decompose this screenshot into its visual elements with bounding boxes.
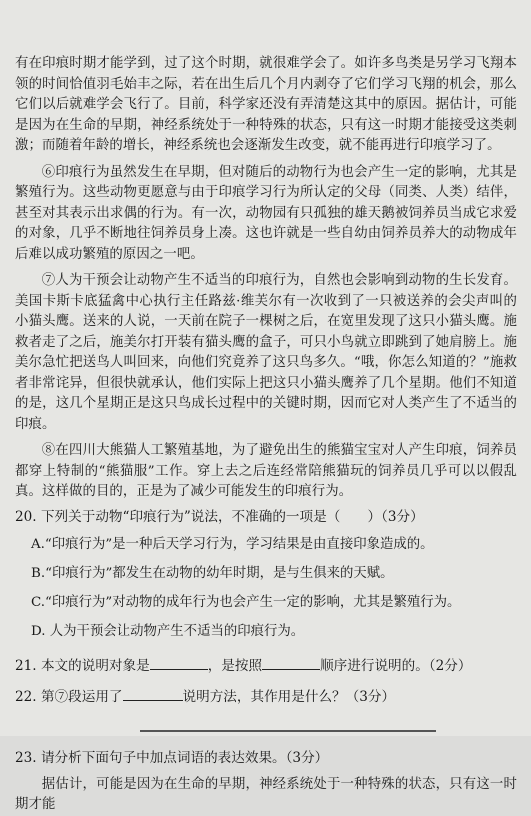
question-21 — [15, 656, 517, 677]
question-20-option-c: C.“印痕行为”对动物的成年行为也会产生一定的影响，尤其是繁殖行为。 — [31, 594, 461, 610]
question-20-stem: 20. 下列关于动物“印痕行为”说法，不准确的一项是（ ）（3分） — [15, 508, 424, 525]
passage-paragraph-continued: 有在印痕时期才能学到，过了这个时期，就很难学会了。如许多鸟类是另学习飞翔本领的时间恰值羽毛始丰之际，若在出生后几个月内剥夺了它们学习飞翔的机会，那么它们以后就难学会飞行了。目前，科学家还没有弄清楚这其中的原因。据估计，可能是因为在生命的早期，神经系统处于一种特殊的状态，只有这一时期才能接受这类刺激；而随着年龄的增长，神经系统也会逐渐发生改变，就不能再进行印痕学习了。 — [15, 56, 517, 153]
question-20-option-d: D. 人为干预会让动物产生不适当的印痕行为。 — [31, 623, 305, 639]
question-22 — [15, 687, 517, 708]
passage-paragraph-7: ⑦人为干预会让动物产生不适当的印痕行为，自然也会影响到动物的生长发育。美国卡斯卡底猛禽中心执行主任路兹·维芙尔有一次收到了一只被送养的会尖声叫的小猫头鹰。送来的人说，一天前在院子一棵树之后，在宽里发现了这只小猫头鹰。施救者走了之后，施美尔打开装有猫头鹰的盒子，可只小鸟就立即跳到了她肩膀上。施美尔急忙把送鸟人叫回来，向他们究竟养了这只鸟多久。“哦，你怎么知道的？”施救者非常诧异，但很快就承认，他们实际上把这只小猫头鹰养了几个星期。他们不知道的是，这几个星期正是这只鸟成长过程中的关键时期，因而它对人类产生了不适当的印痕。 — [15, 273, 517, 432]
answer-blank-22[interactable] — [123, 689, 183, 701]
question-22-part2: 说明方法，其作用是什么？（3分） — [182, 688, 396, 705]
question-23-quote: 据估计，可能是因为在生命的早期，神经系统处于一种特殊的状态，只有这一时期才能 — [15, 776, 517, 812]
passage-paragraph-6: ⑥印痕行为虽然发生在早期，但对随后的动物行为也会产生一定的影响，尤其是繁殖行为。这些动物更愿意与由于印痕学习行为所认定的父母（同类、人类）结伴，甚至对其表示出求偶的行为。有一次，动物园有只孤独的雄天鹅被饲养员当成它求爱的对象，几乎不断地往饲养员身上凑。这也许就是一些自幼由饲养员养大的动物成年后难以成功繁殖的原因之一吧。 — [15, 164, 517, 262]
page-bottom-rule — [140, 730, 436, 732]
answer-blank-21b[interactable] — [262, 658, 320, 670]
question-22-part1: 22. 第⑦段运用了 — [15, 688, 123, 705]
answer-blank-21a[interactable] — [150, 658, 208, 670]
question-23-stem: 23. 请分析下面句子中加点词语的表达效果。（3分） — [15, 749, 329, 766]
question-20-option-a: A.“印痕行为”是一种后天学习行为，学习结果是由直接印象造成的。 — [31, 536, 434, 552]
question-20-option-b: B.“印痕行为”都发生在动物的幼年时期，是与生俱来的天赋。 — [31, 565, 394, 581]
question-21-part1: 21. 本文的说明对象是 — [15, 657, 150, 674]
question-21-part2: ，是按照 — [207, 657, 263, 674]
question-21-part3: 顺序进行说明的。（2分） — [320, 657, 472, 674]
passage-paragraph-8: ⑧在四川大熊猫人工繁殖基地，为了避免出生的熊猫宝宝对人产生印痕，饲养员都穿上特制的“熊猫服”工作。穿上去之后连经常陪熊猫玩的饲养员几乎可以以假乱真。这样做的目的，正是为了减少可能发生的印痕行为。 — [15, 443, 517, 499]
